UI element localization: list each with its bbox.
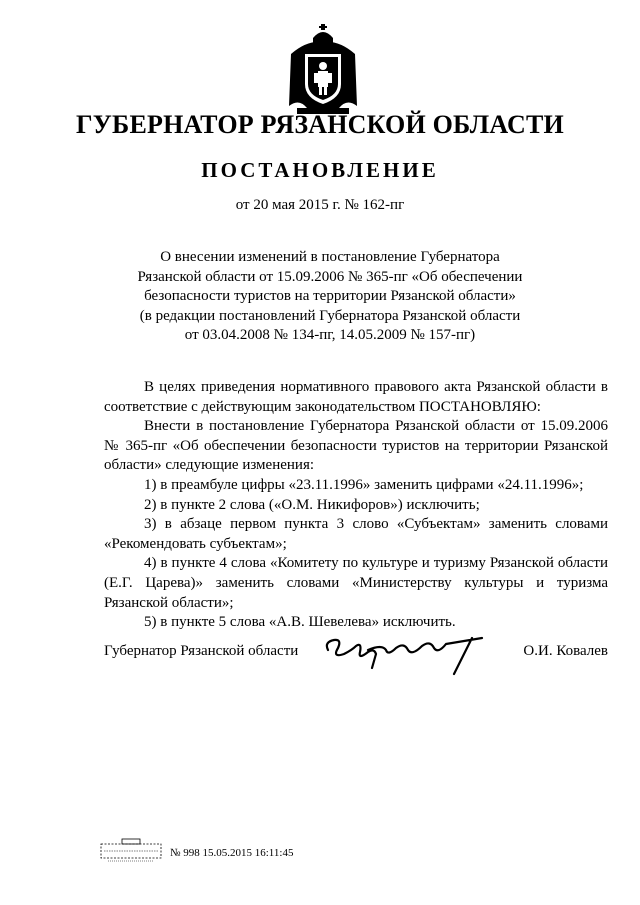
signatory-name: О.И. Ковалев: [523, 643, 608, 659]
signatory-position: Губернатор Рязанской области: [104, 643, 299, 659]
subject-line: О внесении изменений в постановление Губернатора: [160, 249, 500, 265]
document-subject: [120, 248, 540, 346]
subject-line: Рязанской области от 15.09.2006 № 365-пг «Об обеспечении: [137, 268, 523, 285]
body-paragraph: 4) в пункте 4 слова «Комитету по культуре и туризму Рязанской области (Е.Г. Царева)» заменить словами «Министерству культуры и туризма Рязанской области»;: [104, 555, 608, 611]
coat-of-arms-emblem: [287, 24, 359, 116]
registration-record: № 998 15.05.2015 16:11:45: [170, 847, 294, 859]
body-paragraph: В целях приведения нормативного правового акта Рязанской области в соответствие с действующим законодательством ПОСТАНОВЛЯЮ:: [104, 379, 608, 415]
document-type: ПОСТАНОВЛЕНИЕ: [201, 158, 439, 182]
body-paragraph: 2) в пункте 2 слова («О.М. Никифоров») исключить;: [144, 496, 480, 513]
handwritten-signature: [322, 628, 492, 678]
issuer-title: ГУБЕРНАТОР РЯЗАНСКОЙ ОБЛАСТИ: [76, 110, 564, 139]
subject-line: от 03.04.2008 № 134-пг, 14.05.2009 № 157-пг): [184, 327, 476, 343]
subject-line: безопасности туристов на территории Рязанской области»: [144, 288, 516, 304]
body-paragraph: 1) в преамбуле цифры «23.11.1996» заменить цифрами «24.11.1996»;: [144, 476, 584, 493]
document-date-number: от 20 мая 2015 г. № 162-пг: [235, 197, 405, 213]
document-body: [104, 378, 608, 633]
body-paragraph: Внести в постановление Губернатора Рязанской области от 15.09.2006 № 365-пг «Об обеспечении безопасности туристов на территории Рязанской области» следующие изменения:: [104, 418, 608, 474]
registry-stamp-icon: [100, 838, 162, 864]
subject-line: (в редакции постановлений Губернатора Рязанской области: [139, 307, 521, 324]
body-paragraph: 3) в абзаце первом пункта 3 слово «Субъектам» заменить словами «Рекомендовать субъектам»;: [104, 516, 608, 552]
body-paragraph: 5) в пункте 5 слова «А.В. Шевелева» исключить.: [144, 614, 456, 631]
